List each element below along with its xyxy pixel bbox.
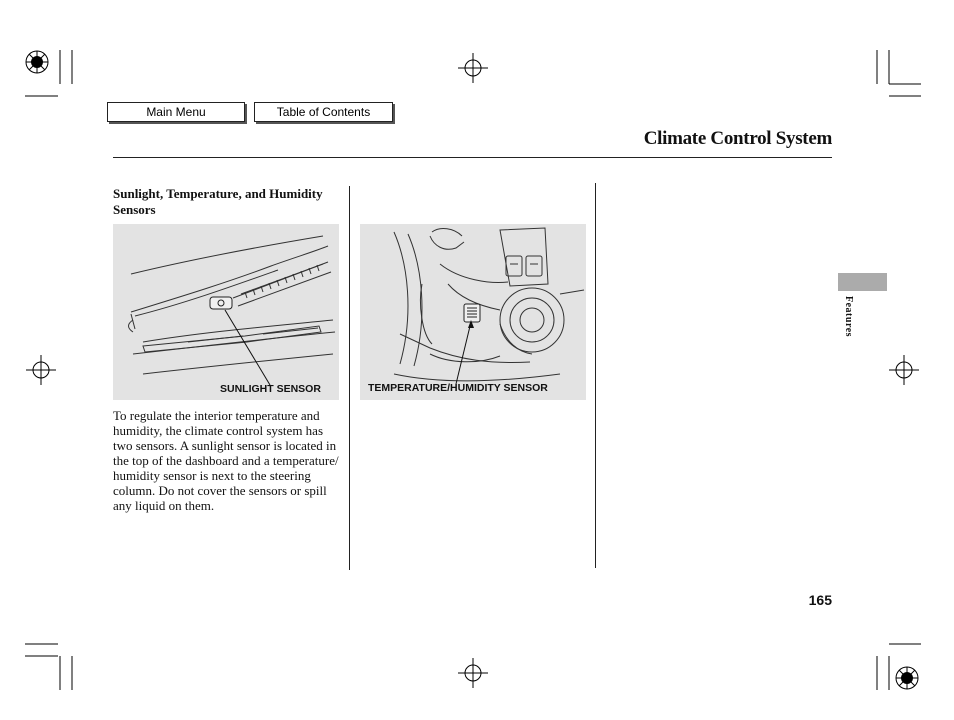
main-menu-button[interactable]: Main Menu xyxy=(107,102,245,122)
sunlight-sensor-figure xyxy=(113,224,339,400)
page-number: 165 xyxy=(808,592,832,608)
page-title: Climate Control System xyxy=(643,128,832,149)
section-heading: Sunlight, Temperature, and Humidity Sensors xyxy=(113,186,323,217)
table-of-contents-button[interactable]: Table of Contents xyxy=(254,102,393,122)
temp-humidity-sensor-label: TEMPERATURE/HUMIDITY SENSOR xyxy=(368,382,548,394)
title-divider xyxy=(113,157,832,158)
temp-humidity-sensor-mark xyxy=(464,304,480,322)
temp-humidity-sensor-figure xyxy=(360,224,586,400)
section-body-text: To regulate the interior temperature and humidity, the climate control system has two sensors. A sunlight sensor is located in the top of the dashboard and a temperature/ humidity sensor is next to the steering column. Do not cover the sensors or spill any liquid on them. xyxy=(113,408,339,513)
chapter-tab-label: Features xyxy=(843,296,854,338)
chapter-tab xyxy=(838,273,887,291)
dashboard-illustration xyxy=(113,224,339,400)
column-divider-right xyxy=(595,183,596,568)
column-divider-left xyxy=(349,186,350,570)
sunlight-sensor-label: SUNLIGHT SENSOR xyxy=(220,383,321,395)
sunlight-sensor-mark xyxy=(210,297,232,309)
steering-column-illustration xyxy=(360,224,586,400)
